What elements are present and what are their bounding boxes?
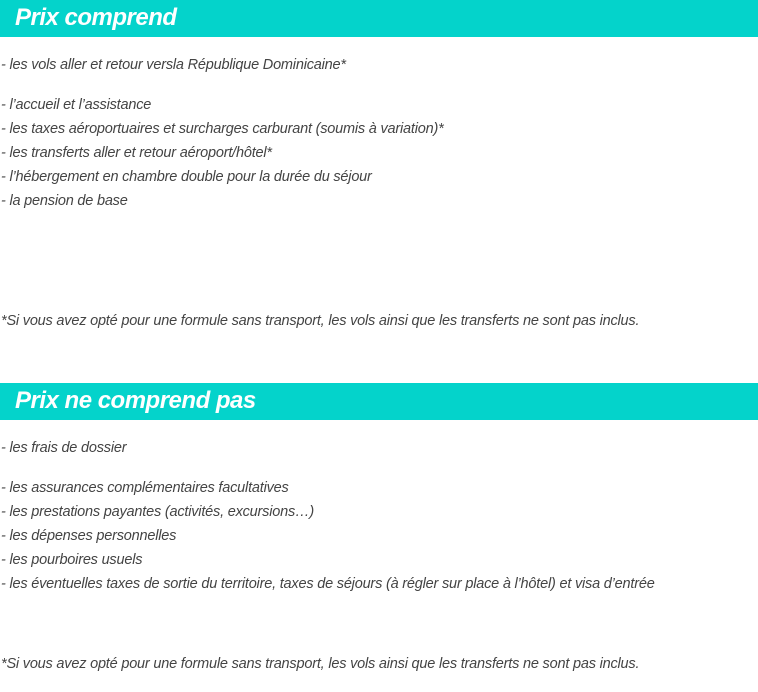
section-title: Prix ne comprend pas <box>15 387 256 414</box>
list-item: - les transferts aller et retour aéroport/hôtel* <box>1 145 272 161</box>
section-header-prix-ne-comprend-pas <box>0 383 758 420</box>
section-title: Prix comprend <box>15 4 177 31</box>
list-item: - les assurances complémentaires facultatives <box>1 480 289 496</box>
list-item: - les pourboires usuels <box>1 552 143 568</box>
list-item: - les vols aller et retour versla République Dominicaine* <box>1 57 346 73</box>
list-item: - les dépenses personnelles <box>1 528 177 544</box>
list-item: - l’hébergement en chambre double pour la durée du séjour <box>1 169 372 185</box>
footnote: *Si vous avez opté pour une formule sans transport, les vols ainsi que les transferts ne sont pas inclus. <box>1 313 640 329</box>
list-item: - les taxes aéroportuaires et surcharges carburant (soumis à variation)* <box>1 121 444 137</box>
list-item: - la pension de base <box>1 193 128 209</box>
list-item: - l’accueil et l’assistance <box>1 97 152 113</box>
section-header-prix-comprend <box>0 0 758 37</box>
list-item: - les prestations payantes (activités, excursions…) <box>1 504 314 520</box>
footnote: *Si vous avez opté pour une formule sans transport, les vols ainsi que les transferts ne sont pas inclus. <box>1 656 640 672</box>
list-item: - les frais de dossier <box>1 440 127 456</box>
list-item: - les éventuelles taxes de sortie du territoire, taxes de séjours (à régler sur place à l’hôtel) et visa d’entrée <box>1 576 655 592</box>
